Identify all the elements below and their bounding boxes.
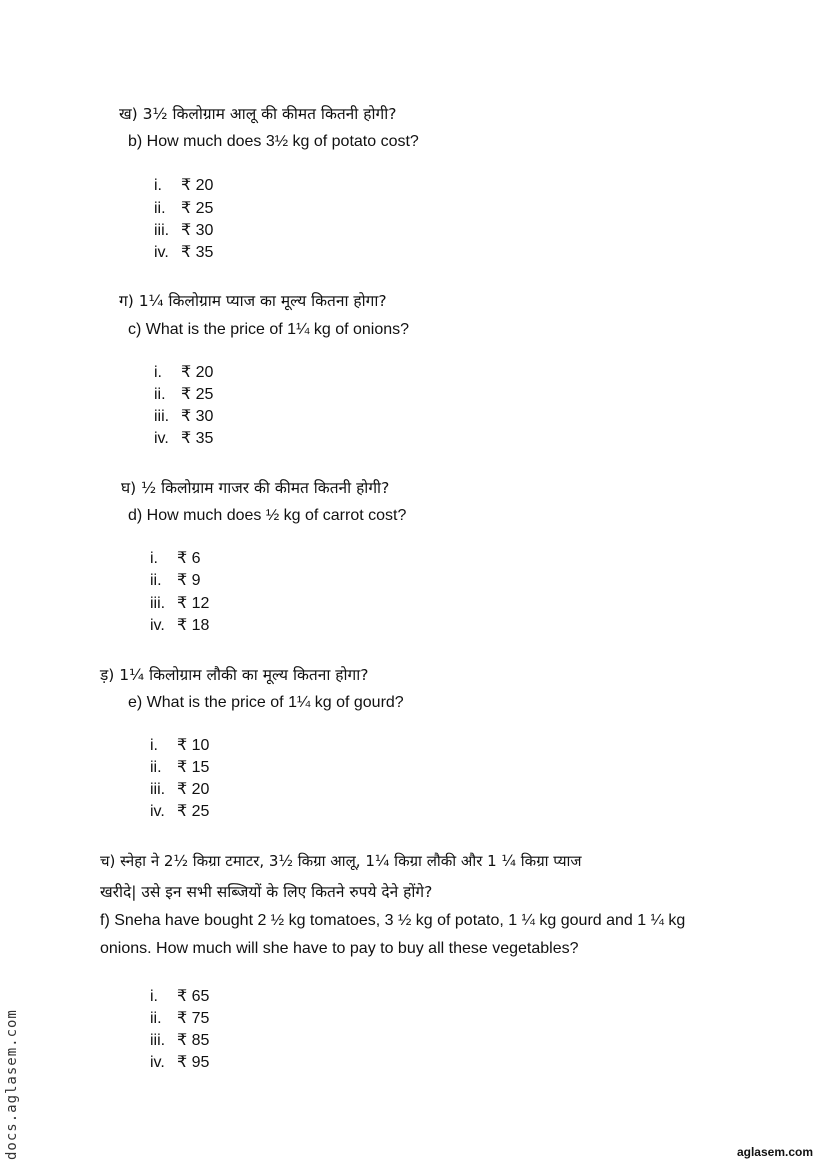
option-number: iv. xyxy=(154,244,169,261)
option xyxy=(150,571,201,591)
option-number: iii. xyxy=(154,408,170,425)
option-number: i. xyxy=(154,177,162,194)
option-value: ₹ 25 xyxy=(177,803,210,820)
option-number: iii. xyxy=(154,222,170,239)
option-value: ₹ 95 xyxy=(177,1054,210,1071)
option-number: i. xyxy=(150,737,158,754)
option-number: i. xyxy=(150,988,158,1005)
option xyxy=(150,987,209,1007)
option-value: ₹ 20 xyxy=(177,781,210,798)
option-value: ₹ 20 xyxy=(181,364,214,381)
option-number: ii. xyxy=(150,1010,162,1027)
option-number: ii. xyxy=(150,572,162,589)
option-number: ii. xyxy=(150,759,162,776)
question-e-english: e) What is the price of 1¼ kg of gourd? xyxy=(128,694,404,711)
option xyxy=(154,407,213,427)
option-value: ₹ 10 xyxy=(177,737,210,754)
option-number: iii. xyxy=(150,1032,166,1049)
option xyxy=(154,363,213,383)
question-f-hindi-line2: खरीदे| उसे इन सभी सब्जियों के लिए कितने रुपये देने होंगे? xyxy=(100,883,433,901)
option-value: ₹ 12 xyxy=(177,595,210,612)
option xyxy=(150,758,209,778)
option-value: ₹ 85 xyxy=(177,1032,210,1049)
watermark: docs.aglasem.com xyxy=(4,1009,20,1160)
option-value: ₹ 15 xyxy=(177,759,210,776)
option xyxy=(154,199,213,219)
option-value: ₹ 20 xyxy=(181,177,214,194)
question-c-hindi: ग) 1¼ किलोग्राम प्याज का मूल्य कितना होगा? xyxy=(119,292,387,310)
question-d-english: d) How much does ½ kg of carrot cost? xyxy=(128,507,407,524)
option-value: ₹ 6 xyxy=(177,550,201,567)
option-number: iv. xyxy=(150,803,165,820)
option xyxy=(154,176,213,196)
option-value: ₹ 18 xyxy=(177,617,210,634)
option-number: iii. xyxy=(150,595,166,612)
option-number: i. xyxy=(154,364,162,381)
option-value: ₹ 65 xyxy=(177,988,210,1005)
option-value: ₹ 25 xyxy=(181,386,214,403)
question-f-english-line2: onions. How much will she have to pay to buy all these vegetables? xyxy=(100,940,579,957)
option xyxy=(150,549,201,569)
option xyxy=(154,221,213,241)
question-b-hindi: ख) 3½ किलोग्राम आलू की कीमत कितनी होगी? xyxy=(119,105,397,123)
option xyxy=(150,616,209,636)
option xyxy=(150,780,209,800)
option-number: i. xyxy=(150,550,158,567)
option-value: ₹ 75 xyxy=(177,1010,210,1027)
option xyxy=(154,243,213,263)
option-number: ii. xyxy=(154,386,166,403)
option xyxy=(150,1009,209,1029)
question-c-english: c) What is the price of 1¼ kg of onions? xyxy=(128,321,410,338)
option xyxy=(150,1031,209,1051)
option xyxy=(150,736,209,756)
option xyxy=(150,802,209,822)
footer-brand[interactable]: aglasem.com xyxy=(736,1145,813,1159)
option-value: ₹ 25 xyxy=(181,200,214,217)
option-value: ₹ 9 xyxy=(177,572,201,589)
option-value: ₹ 35 xyxy=(181,430,214,447)
option-number: ii. xyxy=(154,200,166,217)
question-d-hindi: घ) ½ किलोग्राम गाजर की कीमत कितनी होगी? xyxy=(121,479,390,497)
question-f-english-line1: f) Sneha have bought 2 ½ kg tomatoes, 3 ½ kg of potato, 1 ¼ kg gourd and 1 ¼ kg xyxy=(100,912,686,929)
question-e-hindi: ड़) 1¼ किलोग्राम लौकी का मूल्य कितना होगा? xyxy=(100,666,369,684)
option xyxy=(150,1053,209,1073)
question-b-english: b) How much does 3½ kg of potato cost? xyxy=(128,133,419,150)
option-number: iv. xyxy=(154,430,169,447)
option-value: ₹ 35 xyxy=(181,244,214,261)
option-value: ₹ 30 xyxy=(181,408,214,425)
option xyxy=(154,385,213,405)
option xyxy=(154,429,213,449)
option xyxy=(150,594,209,614)
option-value: ₹ 30 xyxy=(181,222,214,239)
option-number: iv. xyxy=(150,617,165,634)
option-number: iv. xyxy=(150,1054,165,1071)
option-number: iii. xyxy=(150,781,166,798)
question-f-hindi-line1: च) स्नेहा ने 2½ किग्रा टमाटर, 3½ किग्रा आलू, 1¼ किग्रा लौकी और 1 ¼ किग्रा प्याज xyxy=(100,852,582,870)
